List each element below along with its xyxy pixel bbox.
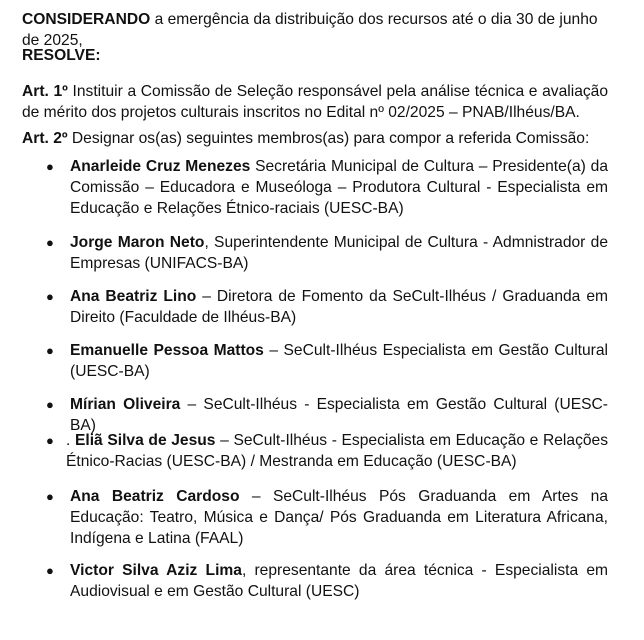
member-description: Secretária Municipal de Cultura – Presidente(a) da Comissão – Educadora e Museóloga – Produtora Cultural - Especialista em Educação e Relações Étnico-raciais (UESC-BA) xyxy=(70,158,608,217)
member-description: , Superintendente Municipal de Cultura - Admnistrador de Empresas (UNIFACS-BA) xyxy=(70,234,608,272)
member-description: , representante da área técnica - Especialista em Audiovisual e em Gestão Cultural (UESC) xyxy=(70,562,608,600)
article-2 xyxy=(22,128,608,149)
article-1 xyxy=(22,81,608,123)
article-1-label: Art. 1º xyxy=(22,83,68,100)
bullet-icon: ● xyxy=(46,235,54,250)
member-entry xyxy=(70,340,608,382)
member-entry xyxy=(70,286,608,328)
member-entry xyxy=(70,486,608,549)
article-2-text: Designar os(as) seguintes membros(as) para compor a referida Comissão: xyxy=(67,130,590,147)
bullet-icon: ● xyxy=(46,289,54,304)
member-entry xyxy=(70,560,608,602)
member-prefix: . xyxy=(66,432,75,449)
member-name: Ana Beatriz Cardoso xyxy=(70,488,240,505)
member-name: Mírian Oliveira xyxy=(70,396,181,413)
member-description: – Diretora de Fomento da SeCult-Ilhéus / Graduanda em Direito (Faculdade de Ilhéus-BA) xyxy=(70,288,608,326)
member-name: Ana Beatriz Lino xyxy=(70,288,197,305)
bullet-icon: ● xyxy=(46,343,54,358)
bullet-icon: ● xyxy=(46,433,54,448)
member-name: Anarleide Cruz Menezes xyxy=(70,158,251,175)
article-2-label: Art. 2º xyxy=(22,130,68,147)
member-name: Eliã Silva de Jesus xyxy=(74,432,216,449)
resolve-label: RESOLVE: xyxy=(22,47,101,64)
member-description: – SeCult-Ilhéus Pós Graduanda em Artes na Educação: Teatro, Música e Dança/ Pós Graduanda em Literatura Africana, Indígena e Latina (FAAL) xyxy=(70,488,608,547)
member-name: Emanuelle Pessoa Mattos xyxy=(70,342,264,359)
member-entry xyxy=(66,430,608,472)
bullet-icon: ● xyxy=(46,397,54,412)
member-name: Jorge Maron Neto xyxy=(70,234,205,251)
bullet-icon: ● xyxy=(46,489,54,504)
resolve-heading xyxy=(22,45,608,66)
member-description: – SeCult-Ilhéus - Especialista em Gestão Cultural (UESC-BA) xyxy=(70,396,608,434)
member-entry xyxy=(70,232,608,274)
member-description: – SeCult-Ilhéus - Especialista em Educação e Relações Étnico-Racias (UESC-BA) / Mestranda em Educação (UESC-BA) xyxy=(66,432,609,470)
bullet-icon: ● xyxy=(46,159,54,174)
article-1-text: Instituir a Comissão de Seleção responsável pela análise técnica e avaliação de mérito dos projetos culturais inscritos no Edital nº 02/2025 – PNAB/Ilhéus/BA. xyxy=(22,83,609,121)
member-name: Victor Silva Aziz Lima xyxy=(70,562,242,579)
considerando-text: a emergência da distribuição dos recursos até o dia 30 de junho de 2025, xyxy=(22,11,598,49)
member-description: – SeCult-Ilhéus Especialista em Gestão Cultural (UESC-BA) xyxy=(70,342,608,380)
member-entry xyxy=(70,156,608,219)
considerando-label: CONSIDERANDO xyxy=(22,11,151,28)
bullet-icon: ● xyxy=(46,563,54,578)
